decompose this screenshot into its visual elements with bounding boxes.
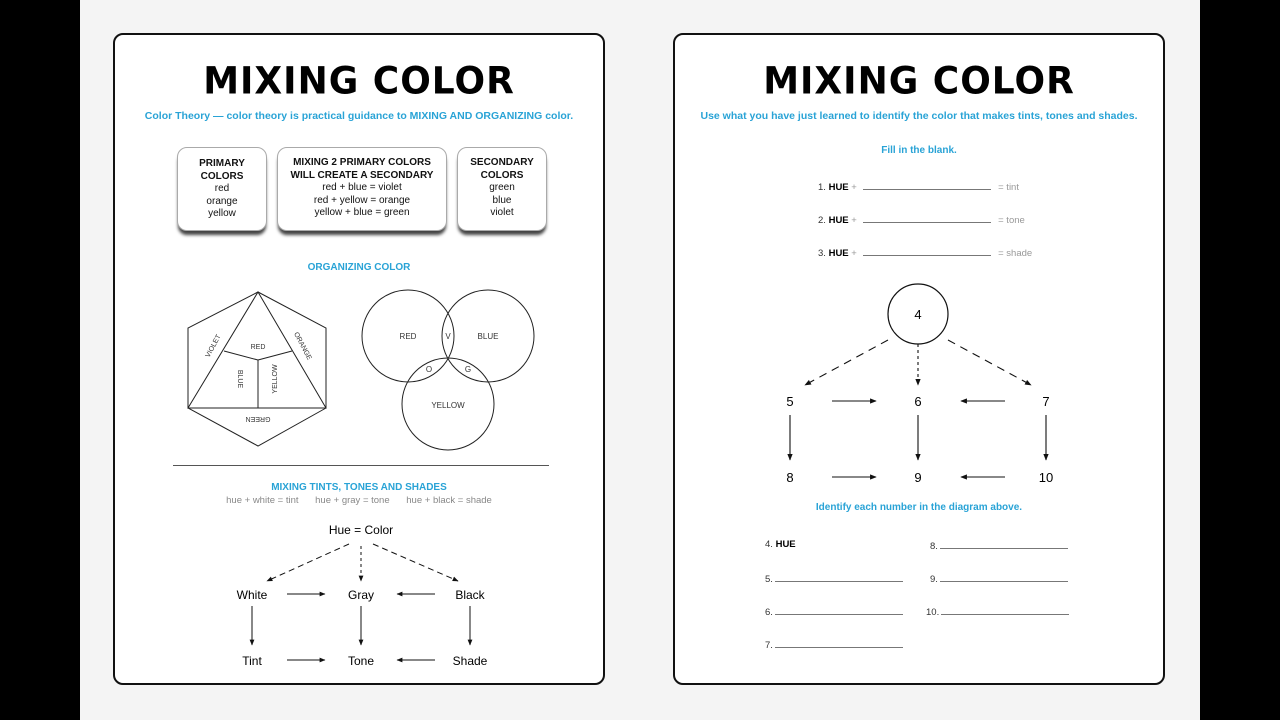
card-item: red [214,183,230,194]
node-9: 9 [914,470,922,485]
answer-number: 5. [765,574,773,585]
plus-sign: + [851,215,857,226]
node-6: 6 [914,394,922,409]
answer-number: 4. [765,539,773,550]
hue-tree-diagram [115,35,603,683]
answer-4 [765,539,796,550]
tree-tone: Tone [347,654,375,668]
card-heading: SECONDARY [470,157,534,168]
tree-tint: Tint [242,654,262,668]
equation-tone: hue + gray = tone [315,495,390,506]
node-4: 4 [914,307,922,322]
plus-sign: + [851,182,857,193]
answer-blank[interactable] [775,572,903,582]
equation-tint: hue + white = tint [226,495,299,506]
intro-text: Use what you have just learned to identify the color that makes tints, tones and shades. [700,110,1138,122]
intro-text: Color Theory — color theory is practical guidance to MIXING AND ORGANIZING color. [144,110,574,122]
card-heading: PRIMARY [199,158,245,169]
answer-blank[interactable] [775,605,903,615]
worksheet-page-left [113,33,605,685]
card-heading: WILL CREATE A SECONDARY [290,169,434,181]
row-number: 3. [818,248,826,259]
hue-label: HUE [828,215,849,226]
venn-label-blue: BLUE [477,332,499,341]
answer-number: 9. [930,574,938,585]
card-item: red + yellow = orange [313,194,411,206]
answer-6 [765,605,907,618]
venn-label-o: O [425,365,433,374]
venn-label-g: G [464,365,472,374]
card-item: yellow [208,208,236,219]
organizing-color-heading: ORGANIZING COLOR [307,262,411,273]
numbered-tree-diagram [675,35,1163,683]
hex-label-green: GREEN [245,415,271,422]
row-number: 2. [818,215,826,226]
answer-5 [765,572,907,585]
row-number: 1. [818,182,826,193]
hue-label: HUE [828,182,849,193]
plus-sign: + [851,248,857,259]
node-5: 5 [786,394,794,409]
answer-number: 7. [765,640,773,651]
card-item: yellow + blue = green [314,207,410,218]
result-label: = tone [998,215,1025,226]
venn-label-yellow: YELLOW [431,401,465,410]
card-item: red + blue = violet [322,182,402,193]
answer-blank[interactable] [775,638,903,648]
venn-label-red: RED [399,332,417,341]
tree-gray: Gray [347,588,375,602]
hex-label-blue: BLUE [236,369,243,389]
document-viewer [80,0,1200,720]
hue-label: HUE [828,248,849,259]
node-10: 10 [1038,470,1054,485]
card-item: blue [492,194,512,206]
hex-label-yellow: YELLOW [272,364,279,394]
tree-black: Black [455,588,485,602]
answer-number: 10. [926,607,940,618]
answer-value: HUE [775,539,796,550]
worksheet-page-right [673,33,1165,685]
result-label: = shade [998,248,1033,259]
node-7: 7 [1042,394,1050,409]
fill-in-heading: Fill in the blank. [881,145,957,156]
tree-shade: Shade [452,654,488,668]
tints-tones-shades-heading: MIXING TINTS, TONES AND SHADES [271,482,447,493]
card-heading: COLORS [480,169,524,181]
page-title: MIXING COLOR [763,59,1075,104]
hex-label-orange: ORANGE [292,331,313,362]
answer-9 [930,572,1072,585]
venn-label-v: V [445,332,451,341]
answer-10 [926,605,1073,618]
answer-7 [765,638,907,651]
card-item: orange [206,195,238,207]
answer-number: 8. [930,541,938,552]
identify-heading: Identify each number in the diagram above. [815,502,1023,513]
answer-blank[interactable] [940,539,1068,549]
answer-8 [930,539,1072,552]
equation-shade: hue + black = shade [406,495,492,506]
hex-label-violet: VIOLET [204,333,223,359]
tree-white: White [236,588,268,602]
card-heading: MIXING 2 PRIMARY COLORS [293,157,431,168]
page-title: MIXING COLOR [203,59,515,104]
card-item: violet [490,207,514,218]
hex-label-red: RED [250,344,266,351]
answer-blank[interactable] [940,572,1068,582]
answer-number: 6. [765,607,773,618]
card-item: green [489,182,515,193]
result-label: = tint [998,182,1019,193]
answer-blank[interactable] [941,605,1069,615]
tree-root: Hue = Color [328,523,394,537]
card-heading: COLORS [200,170,244,182]
node-8: 8 [786,470,794,485]
